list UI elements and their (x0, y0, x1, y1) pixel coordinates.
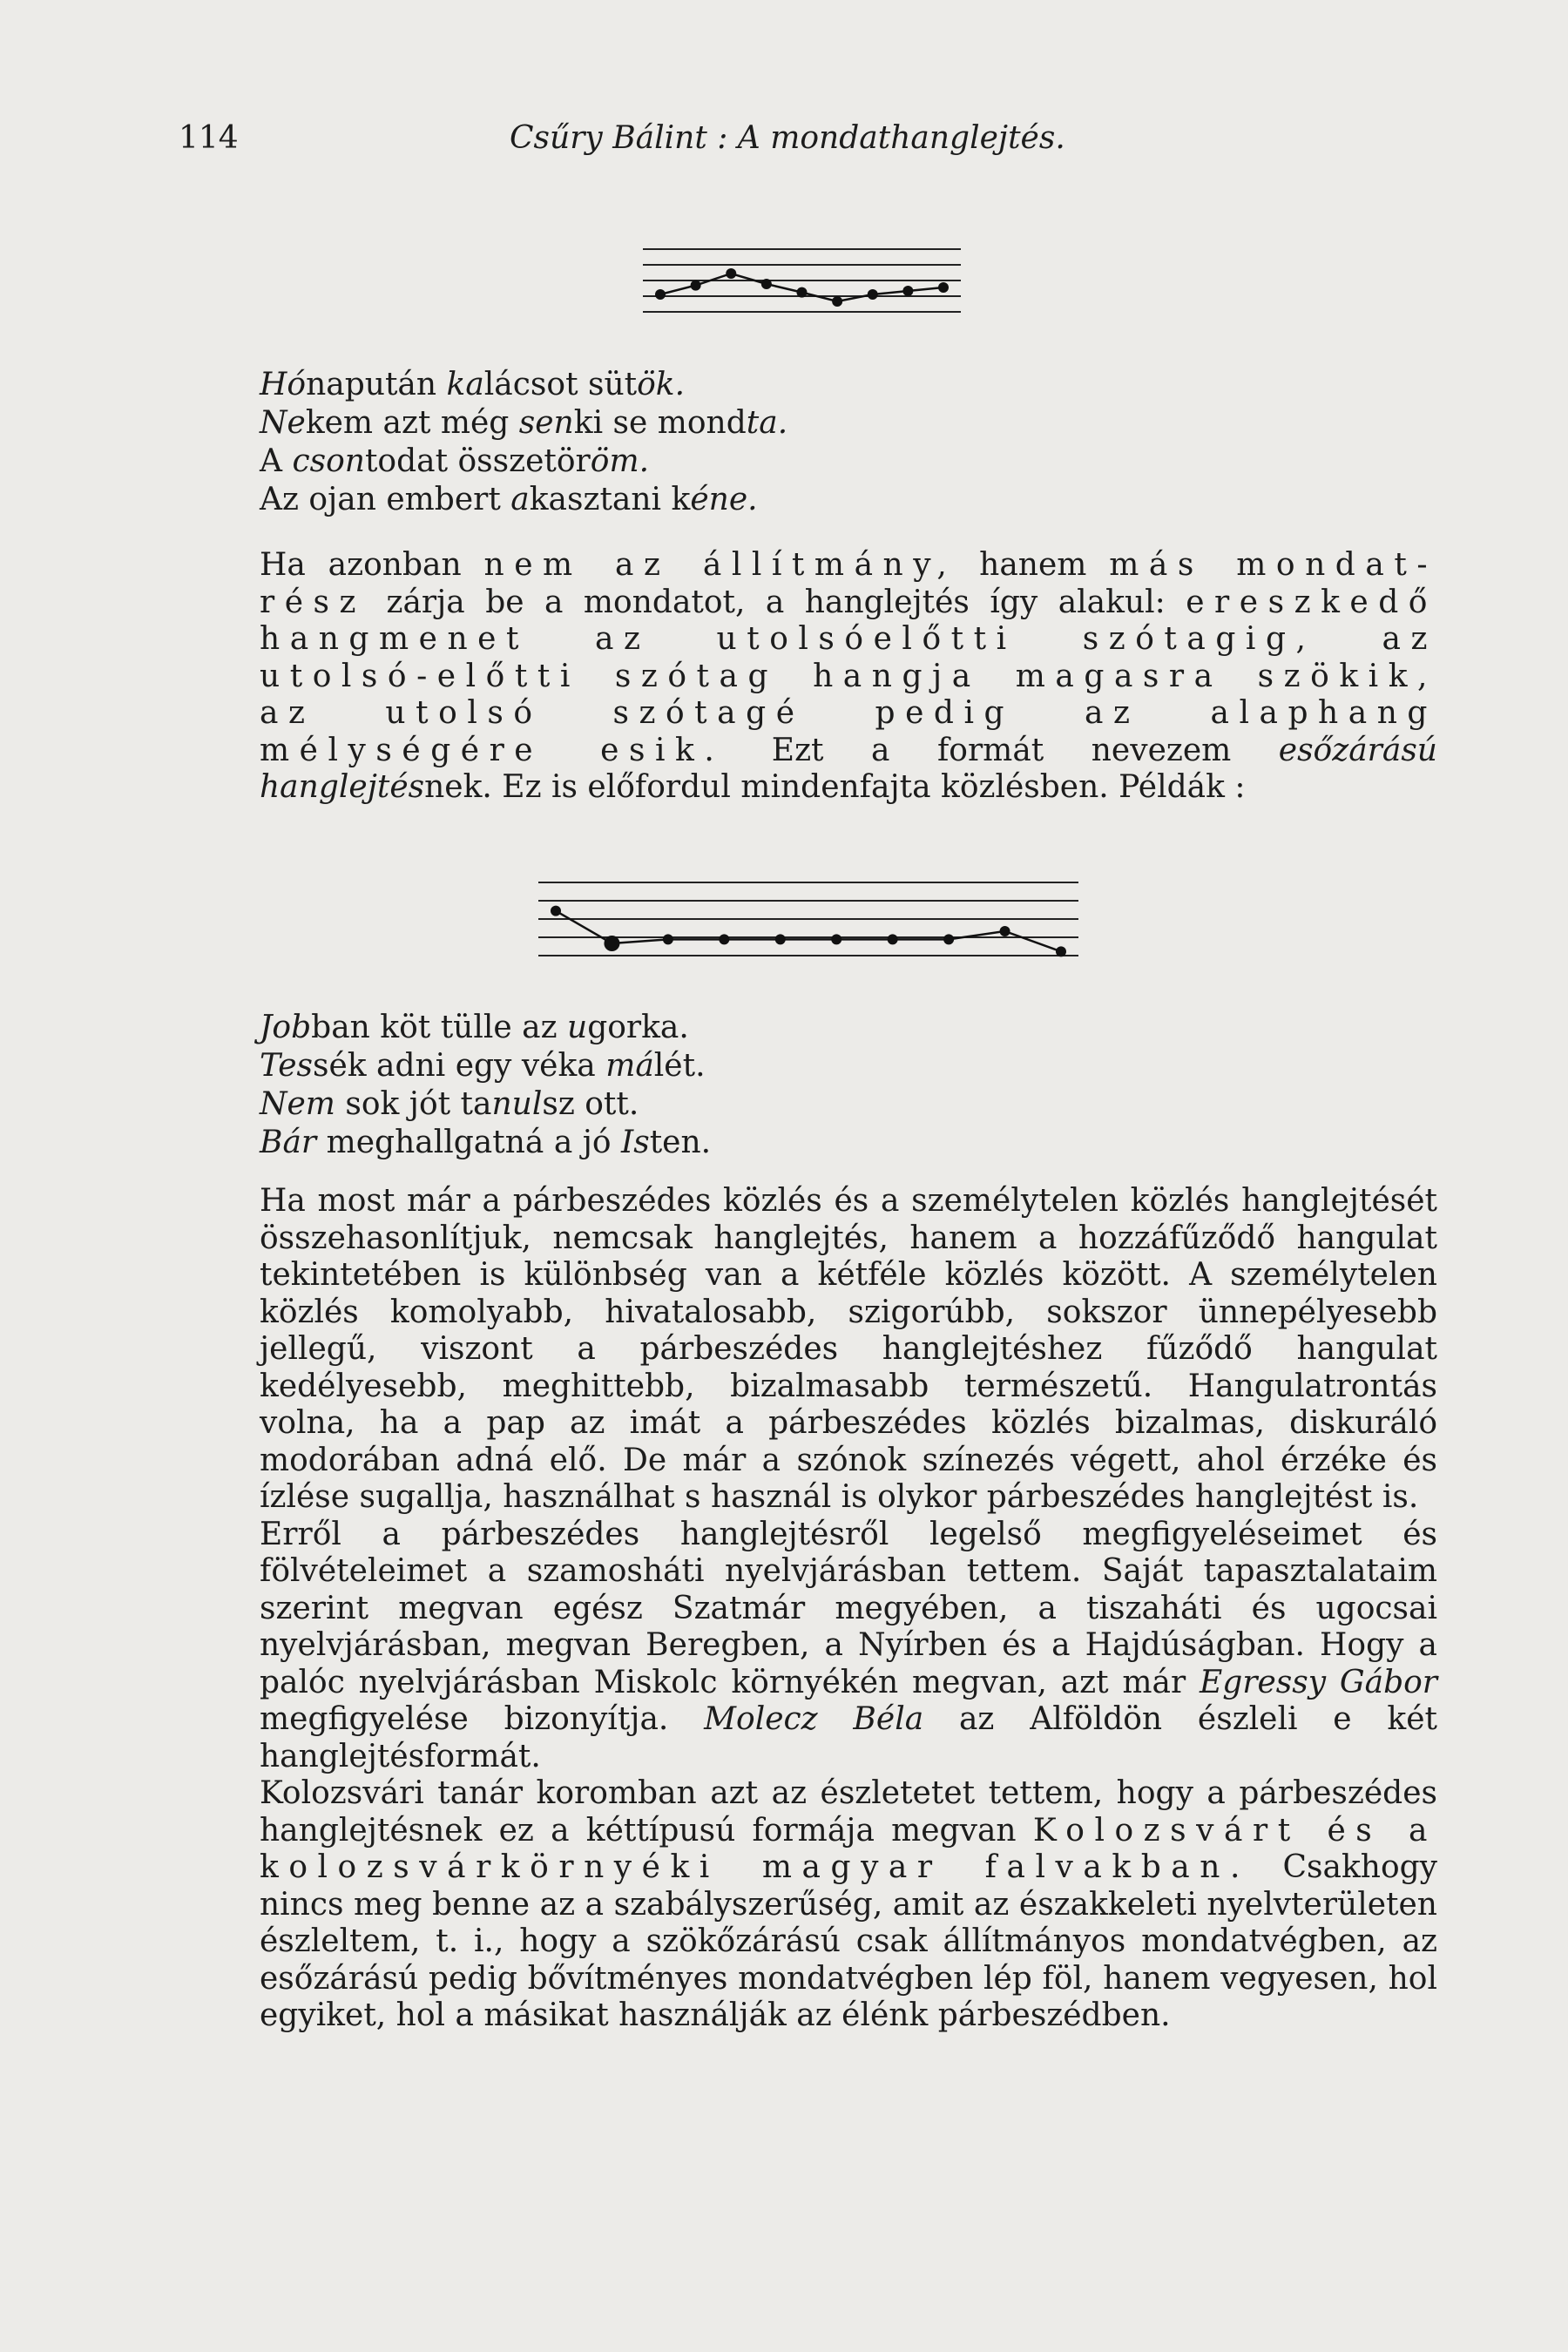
verse2-segment: má (605, 1048, 654, 1084)
verse1-segment: Hó (260, 367, 307, 402)
verse1-segment: a (510, 482, 530, 517)
verse2-segment: sok jót ta (335, 1086, 492, 1122)
para3-text-3: az Alföldön észleli e két hanglejtésformát. (260, 1701, 1437, 1774)
melody-note (775, 934, 786, 944)
verse1-segment: Ne (260, 405, 306, 441)
verse1-segment: lácsot süt (483, 367, 638, 402)
para4-text-1: Kolozsvári tanár koromban azt az észletetet tettem, hogy a párbeszédes hanglejtésnek ez a kéttípusú formája megvan (260, 1775, 1437, 1848)
verse2-segment: Is (621, 1125, 650, 1160)
verse2-segment: lét. (653, 1048, 706, 1084)
melody-note (888, 934, 898, 944)
melody-note (655, 289, 666, 300)
running-title: Csűry Bálint : A mondathanglejtés. (510, 120, 1065, 156)
melody-line (556, 911, 1061, 952)
melody-staff-1 (643, 242, 961, 319)
para3-text-2: megfigyelése bizonyítja. (260, 1701, 705, 1737)
verse2-segment: Nem (260, 1086, 335, 1122)
running-head (179, 120, 1433, 164)
melody-note (832, 296, 842, 307)
main-text (260, 1183, 1437, 2035)
melody-staff-1-svg (643, 242, 961, 319)
melody-note (551, 906, 561, 916)
verse1-segment: todat összetör (364, 443, 591, 479)
para4-text-2: Csakhogy nincs meg benne az a szabályszerűség, amit az északkeleti nyelvterületen észleltem, t. i., hogy a szökőzárású csak állítmányos mondatvégben, az esőzárású pedig bővítményes mondatvégben lép föl, hanem vegyesen, hol egyiket, hol a másikat használják az élénk párbeszédben. (260, 1849, 1437, 2033)
para1-spaced-1: nem az állítmány, (483, 547, 957, 583)
verse2-segment: gorka. (587, 1010, 689, 1045)
melody-note (831, 934, 841, 944)
verse1-line (260, 404, 787, 443)
melody-note (938, 282, 949, 293)
verse2-line (260, 1047, 711, 1085)
verse1-line (260, 443, 787, 481)
verse2-segment: Bár (260, 1125, 317, 1160)
verse2-segment: sék adni egy véka (313, 1048, 606, 1084)
verse1-segment: ki se mond (573, 405, 747, 441)
para4-spaced-1: Kolozsvárt és a kolozsvárkörnyéki magyar falvakban. (260, 1812, 1437, 1885)
paragraph-szamoshati (260, 1517, 1437, 1776)
para1-spaced-3: ereszkedő hangmenet az utolsóelőtti szótagig, az utolsó-előtti szótag hangja magasra szökik, az utolsó szótagé pedig az alaphang mélységére esik. (260, 584, 1437, 768)
verse1-segment: éne. (690, 482, 758, 517)
paragraph-kolozsvari (260, 1775, 1437, 2035)
para3-text-1: Erről a párbeszédes hanglejtésről legelső megfigyeléseimet és fölvételeimet a szamosháti nyelvjárásban tettem. Saját tapasztalataim szerint megvan egész Szatmár megyében, a tiszaháti és ugocsai nyelvjárásban, megvan Beregben, a Nyírben és a Hajdúságban. Hogy a palóc nyelvjárásban Miskolc környékén megvan, azt már (260, 1516, 1437, 1700)
verse2-segment: meghallgatná a jó (316, 1125, 621, 1160)
melody-note (691, 280, 701, 291)
melody-note (943, 934, 954, 944)
verse-example-2 (260, 1009, 711, 1162)
verse1-segment: kasztani k (529, 482, 691, 517)
melody-note (1000, 926, 1010, 936)
verse1-segment: cson (292, 443, 365, 479)
verse2-segment: sz ott. (542, 1086, 639, 1122)
verse1-segment: öm. (590, 443, 650, 479)
melody-note (663, 934, 673, 944)
melody-note (797, 287, 808, 298)
verse2-segment: Job (260, 1010, 312, 1045)
melody-staff-2 (538, 875, 1078, 963)
verse1-segment: ök. (637, 367, 686, 402)
verse1-segment: A (260, 443, 293, 479)
paragraph-hangulat: Ha most már a párbeszédes közlés és a személytelen közlés hanglejtését összehasonlítjuk, nemcsak hanglejtés, hanem a hozzáfűződő hangulat tekintetében is különbség van a kétféle közlés között. A személytelen közlés komolyabb, hivatalosabb, szigorúbb, sokszor ünnepélyesebb jellegű, viszont a párbeszédes hanglejtéshez fűződő hangulat kedélyesebb, meghittebb, bizalmasabb természetű. Hangulatrontás volna, ha a pap az imát a párbeszédes közlés bizalmas, diskuráló modorában adná elő. De már a szónok színezés végett, ahol érzéke és ízlése sugallja, használhat s használ is olykor párbeszédes hanglejtést is. (260, 1183, 1437, 1515)
para1-text-2: hanem (956, 547, 1110, 583)
verse2-segment: nul (491, 1086, 543, 1122)
melody-note (604, 936, 619, 951)
melody-note (719, 934, 729, 944)
verse2-segment: ten. (649, 1125, 712, 1160)
verse1-segment: napután (306, 367, 447, 402)
verse2-segment: ban köt tülle az (311, 1010, 567, 1045)
para3-italic-1: Egressy Gábor (1199, 1664, 1437, 1700)
para1-text-4: Ezt a formát nevezem (724, 732, 1279, 768)
para1-italic-term: esőzárású hanglejtés (260, 732, 1437, 805)
verse2-segment: u (567, 1010, 588, 1045)
para1-text-5: nek. Ez is előfordul mindenfajta közlésben. Példák : (424, 769, 1246, 805)
melody-note (868, 289, 878, 300)
verse2-line (260, 1124, 711, 1162)
paragraph-esozarasu (260, 547, 1437, 807)
melody-note (761, 279, 772, 289)
melody-note (1056, 946, 1066, 956)
verse1-line (260, 366, 787, 404)
melody-note (902, 286, 913, 296)
melody-note (726, 268, 736, 279)
verse1-segment: ka (446, 367, 484, 402)
verse2-segment: Tes (260, 1048, 313, 1084)
verse-example-1 (260, 366, 787, 519)
verse2-line (260, 1009, 711, 1047)
para1-text-3: zárja be a mondatot, a hanglejtés így alakul: (366, 584, 1186, 620)
verse1-segment: ta. (746, 405, 788, 441)
para3-italic-2: Molecz Béla (704, 1701, 924, 1737)
verse1-line (260, 481, 787, 519)
para1-spaced-2: más mondat-rész (260, 547, 1438, 620)
para1-text-1: Ha azonban (260, 547, 484, 583)
verse1-segment: kem azt még (305, 405, 519, 441)
verse2-line (260, 1085, 711, 1124)
verse1-segment: sen (518, 405, 574, 441)
page-number: 114 (179, 120, 239, 156)
verse1-segment: Az ojan embert (260, 482, 511, 517)
melody-staff-2-svg (538, 875, 1078, 963)
